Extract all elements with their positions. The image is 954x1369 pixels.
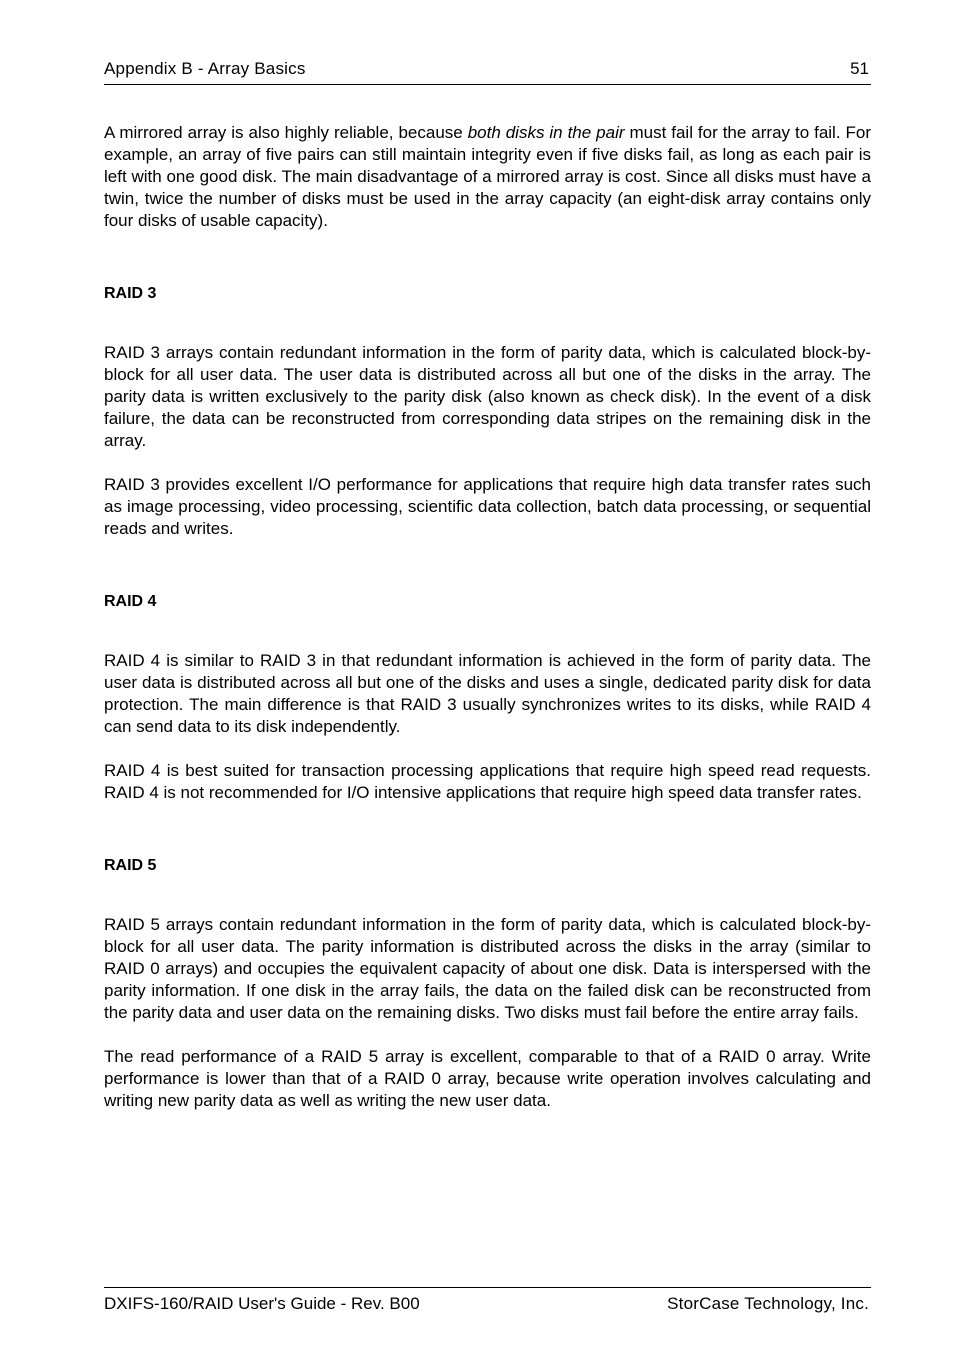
heading-raid-3: RAID 3 [104, 285, 157, 302]
running-header [104, 58, 871, 85]
raid-3-paragraph-2: RAID 3 provides excellent I/O performance for applications that require high data transfer rates such as image processing, video processing, scientific data collection, batch data processing, or sequential reads and writes. [104, 475, 871, 538]
heading-raid-4: RAID 4 [104, 593, 157, 610]
raid-3-paragraph-1: RAID 3 arrays contain redundant information in the form of parity data, which is calculated block-by-block for all user data. The user data is distributed across all but one of the disks in the array. The parity data is written exclusively to the parity disk (also known as check disk). In the event of a disk failure, the data can be reconstructed from corresponding data stripes on the remaining disk in the array. [104, 343, 871, 450]
intro-paragraph [104, 122, 871, 232]
intro-emphasis: both disks in the pair [467, 123, 625, 142]
heading-raid-5: RAID 5 [104, 857, 157, 874]
footer-document-title: DXIFS-160/RAID User's Guide - Rev. B00 [104, 1294, 420, 1313]
header-section-title: Appendix B - Array Basics [104, 59, 306, 78]
intro-text-end: must fail for the array to fail. For example, an array of five pairs can still maintain integrity even if five disks fail, as long as each pair is left with one good disk. The main disadvantage of a mirrored array is cost. Since all disks must have a twin, twice the number of disks must be used in the array capacity (an eight-disk array contains only four disks of usable capacity). [104, 123, 871, 230]
intro-text-start: A mirrored array is also highly reliable, because [104, 123, 468, 142]
document-page [104, 0, 871, 1369]
raid-4-paragraph-2: RAID 4 is best suited for transaction processing applications that require high speed read requests. RAID 4 is not recommended for I/O intensive applications that require high speed data transfer rates. [104, 761, 871, 802]
page-content [104, 122, 871, 1112]
raid-5-paragraph-1: RAID 5 arrays contain redundant information in the form of parity data, which is calculated block-by-block for all user data. The parity information is distributed across the disks in the array (similar to RAID 0 arrays) and occupies the equivalent capacity of about one disk. Data is interspersed with the parity information. If one disk in the array fails, the data on the failed disk can be reconstructed from the parity data and user data on the remaining disks. Two disks must fail before the entire array fails. [104, 915, 871, 1022]
running-footer [104, 1287, 871, 1313]
raid-4-paragraph-1: RAID 4 is similar to RAID 3 in that redundant information is achieved in the form of parity data. The user data is distributed across all but one of the disks and uses a single, dedicated parity disk for data protection. The main difference is that RAID 3 usually synchronizes writes to its disks, while RAID 4 can send data to its disk independently. [104, 651, 871, 736]
page-number: 51 [850, 59, 869, 78]
footer-company: StorCase Technology, Inc. [667, 1294, 869, 1313]
raid-5-paragraph-2: The read performance of a RAID 5 array is excellent, comparable to that of a RAID 0 array. Write performance is lower than that of a RAID 0 array, because write operation involves calculating and writing new parity data as well as writing the new user data. [104, 1047, 871, 1110]
